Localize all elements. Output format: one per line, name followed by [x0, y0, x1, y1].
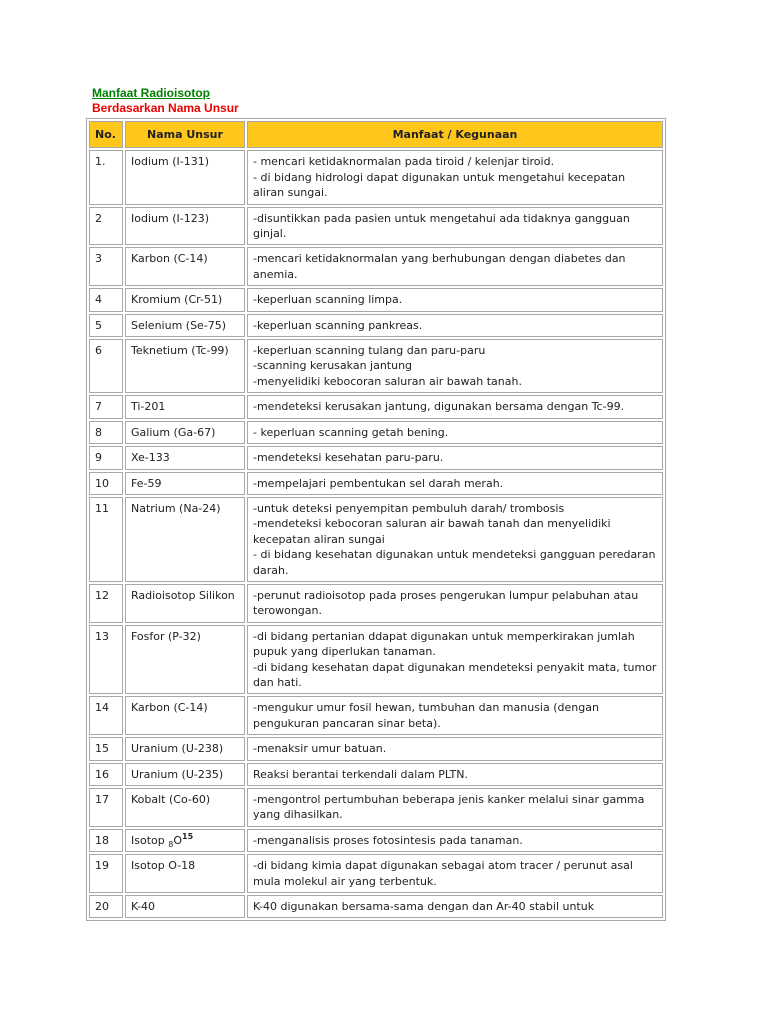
table-row	[89, 421, 663, 444]
element-name: Selenium (Se-75)	[125, 314, 245, 337]
element-name-prefix: Isotop	[131, 833, 169, 847]
element-name: Karbon (C-14)	[125, 696, 245, 735]
table-row	[89, 288, 663, 311]
element-name: Isotop O-18	[125, 854, 245, 893]
table-row	[89, 584, 663, 623]
table-row	[89, 625, 663, 695]
element-name: Kobalt (Co-60)	[125, 788, 245, 827]
table-row	[89, 472, 663, 495]
table-row	[89, 314, 663, 337]
table-row	[89, 854, 663, 893]
element-usage: -mendeteksi kesehatan paru-paru.	[247, 446, 663, 469]
element-name-base: O	[173, 833, 182, 847]
element-name: Fe-59	[125, 472, 245, 495]
row-number: 16	[89, 763, 123, 786]
element-usage: -untuk deteksi penyempitan pembuluh darah/ trombosis -mendeteksi kebocoran saluran air bawah tanah dan menyelidiki kecepatan aliran sungai - di bidang kesehatan digunakan untuk mendeteksi gangguan peredaran darah.	[247, 497, 663, 582]
element-usage: -perunut radioisotop pada proses pengerukan lumpur pelabuhan atau terowongan.	[247, 584, 663, 623]
table-row	[89, 446, 663, 469]
element-usage: -di bidang pertanian ddapat digunakan untuk memperkirakan jumlah pupuk yang diperlukan tanaman. -di bidang kesehatan dapat digunakan mendeteksi penyakit mata, tumor dan hati.	[247, 625, 663, 695]
table-header-row	[89, 121, 663, 148]
element-name: Teknetium (Tc-99)	[125, 339, 245, 393]
row-number: 1.	[89, 150, 123, 204]
element-name: Iodium (I-123)	[125, 207, 245, 246]
element-name: Uranium (U-238)	[125, 737, 245, 760]
row-number: 19	[89, 854, 123, 893]
row-number: 7	[89, 395, 123, 418]
element-name: Karbon (C-14)	[125, 247, 245, 286]
element-usage: -di bidang kimia dapat digunakan sebagai atom tracer / perunut asal mula molekul air yang terbentuk.	[247, 854, 663, 893]
table-row	[89, 696, 663, 735]
element-name: Natrium (Na-24)	[125, 497, 245, 582]
table-row	[89, 895, 663, 918]
element-usage: -menganalisis proses fotosintesis pada tanaman.	[247, 829, 663, 852]
element-name: Galium (Ga-67)	[125, 421, 245, 444]
element-name: Iodium (I-131)	[125, 150, 245, 204]
header-no: No.	[89, 121, 123, 148]
row-number: 8	[89, 421, 123, 444]
element-name: Ti-201	[125, 395, 245, 418]
element-name	[125, 829, 245, 852]
element-usage: -mempelajari pembentukan sel darah merah.	[247, 472, 663, 495]
element-usage: -mengukur umur fosil hewan, tumbuhan dan manusia (dengan pengukuran pancaran sinar beta).	[247, 696, 663, 735]
element-usage: Reaksi berantai terkendali dalam PLTN.	[247, 763, 663, 786]
element-usage: -keperluan scanning tulang dan paru-paru -scanning kerusakan jantung -menyelidiki kebocoran saluran air bawah tanah.	[247, 339, 663, 393]
row-number: 6	[89, 339, 123, 393]
table-row	[89, 150, 663, 204]
element-usage: - mencari ketidaknormalan pada tiroid / kelenjar tiroid. - di bidang hidrologi dapat digunakan untuk mengetahui kecepatan aliran sungai.	[247, 150, 663, 204]
header-manfaat: Manfaat / Kegunaan	[247, 121, 663, 148]
table-row	[89, 788, 663, 827]
element-name: Uranium (U-235)	[125, 763, 245, 786]
element-name: Xe-133	[125, 446, 245, 469]
row-number: 17	[89, 788, 123, 827]
radioisotope-table	[86, 118, 666, 921]
element-usage: - keperluan scanning getah bening.	[247, 421, 663, 444]
element-name-subscript: 8	[168, 839, 174, 849]
element-name: Radioisotop Silikon	[125, 584, 245, 623]
row-number: 4	[89, 288, 123, 311]
page-header	[92, 86, 239, 116]
element-name-superscript: 15	[182, 831, 194, 841]
table-row	[89, 763, 663, 786]
table-row	[89, 497, 663, 582]
table-body	[89, 150, 663, 918]
element-usage: -mengontrol pertumbuhan beberapa jenis kanker melalui sinar gamma yang dihasilkan.	[247, 788, 663, 827]
row-number: 15	[89, 737, 123, 760]
table-row	[89, 829, 663, 852]
element-usage: K-40 digunakan bersama-sama dengan dan Ar-40 stabil untuk	[247, 895, 663, 918]
element-name: Fosfor (P-32)	[125, 625, 245, 695]
element-usage: -mendeteksi kerusakan jantung, digunakan bersama dengan Tc-99.	[247, 395, 663, 418]
element-name: Kromium (Cr-51)	[125, 288, 245, 311]
row-number: 13	[89, 625, 123, 695]
element-usage: -mencari ketidaknormalan yang berhubungan dengan diabetes dan anemia.	[247, 247, 663, 286]
element-usage: -keperluan scanning limpa.	[247, 288, 663, 311]
row-number: 20	[89, 895, 123, 918]
table-row	[89, 207, 663, 246]
element-usage: -menaksir umur batuan.	[247, 737, 663, 760]
element-name: K-40	[125, 895, 245, 918]
row-number: 3	[89, 247, 123, 286]
page-subtitle: Berdasarkan Nama Unsur	[92, 101, 239, 115]
table-row	[89, 247, 663, 286]
table-row	[89, 339, 663, 393]
header-nama-unsur: Nama Unsur	[125, 121, 245, 148]
row-number: 18	[89, 829, 123, 852]
table-row	[89, 395, 663, 418]
row-number: 11	[89, 497, 123, 582]
page-title[interactable]: Manfaat Radioisotop	[92, 86, 211, 100]
row-number: 14	[89, 696, 123, 735]
row-number: 12	[89, 584, 123, 623]
row-number: 5	[89, 314, 123, 337]
element-usage: -disuntikkan pada pasien untuk mengetahui ada tidaknya gangguan ginjal.	[247, 207, 663, 246]
element-usage: -keperluan scanning pankreas.	[247, 314, 663, 337]
row-number: 10	[89, 472, 123, 495]
table-row	[89, 737, 663, 760]
row-number: 2	[89, 207, 123, 246]
row-number: 9	[89, 446, 123, 469]
